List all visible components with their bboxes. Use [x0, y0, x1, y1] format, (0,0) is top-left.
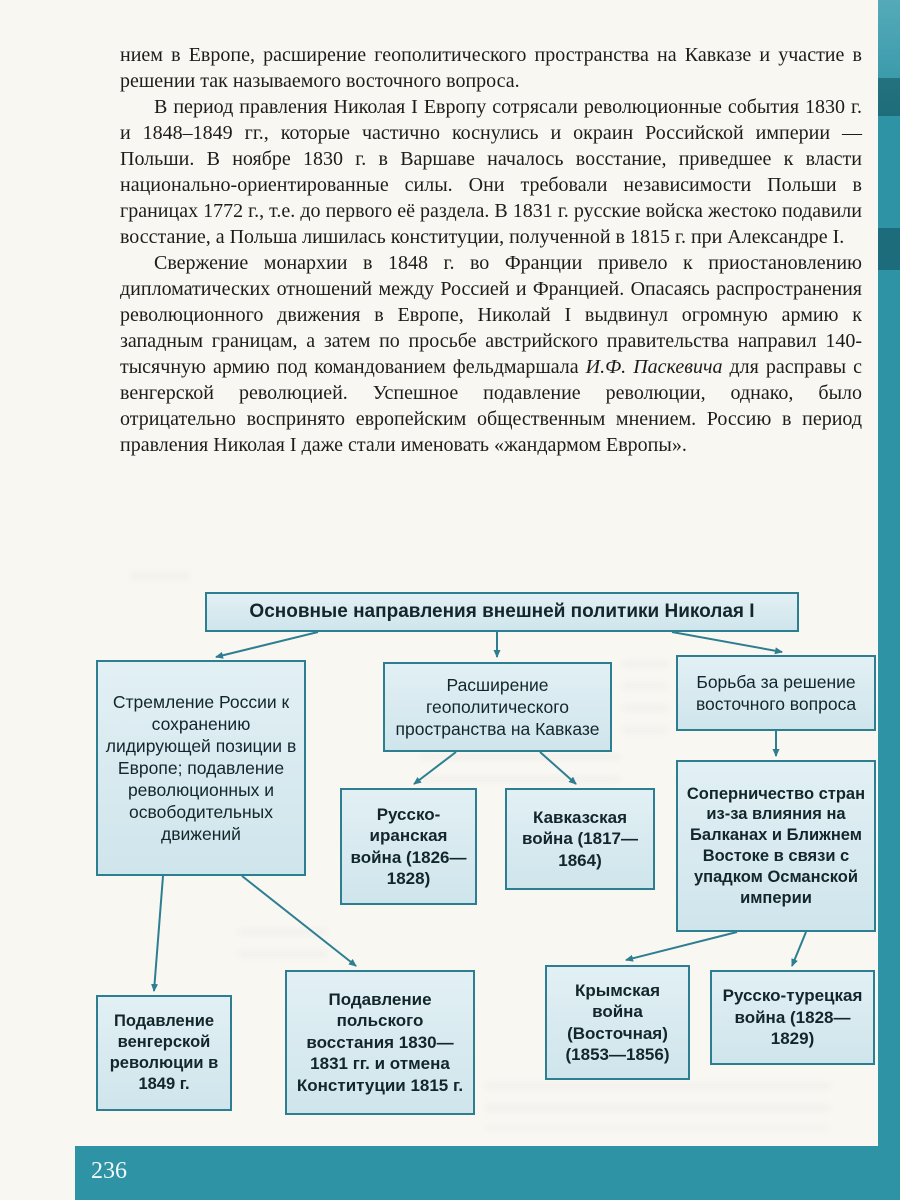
page-edge-strip — [878, 0, 900, 1200]
paragraph-text: Свержение монархии в 1848 г. во Франции привело к приостановлению дипломатических отношений между Россией и Францией. Опасаясь распространения революционного движения в Европе, Николай I выдвинул огромную армию к западным границам, а затем по просьбе австрийского правительства направил 140-тысячную армию под командованием фельдмаршала — [120, 252, 862, 378]
diagram-title: Основные направления внешней политики Николая I — [205, 592, 799, 632]
page-edge-mark — [878, 78, 900, 116]
paragraph-france-1848 — [120, 250, 862, 458]
node-hungarian-revolution: Подавление венгерской революции в 1849 г. — [96, 995, 232, 1111]
paragraph-continuation: нием в Европе, расширение геополитического пространства на Кавказе и участие в решении так называемого восточного вопроса. — [120, 44, 862, 92]
node-europe-leadership: Стремление России к сохранению лидирующей позиции в Европе; подавление революционных и освободительных движений — [96, 660, 306, 876]
node-russo-iranian-war: Русско-иранская война (1826—1828) — [340, 788, 477, 905]
person-name-italic: И.Ф. Паскевича — [585, 356, 723, 378]
paragraph-text: для расправы с венгерской революцией. Успешное подавление революции, однако, было отрицательно воспринято европейским общественным мнением. Россию в период правления Николая I даже стали именовать «жандармом Европы». — [120, 356, 862, 456]
node-eastern-question: Борьба за решение восточного вопроса — [676, 655, 876, 731]
node-russo-turkish-war: Русско-турецкая война (1828—1829) — [710, 970, 875, 1065]
paragraph-polish-uprising: В период правления Николая I Европу сотрясали революционные события 1830 г. и 1848–1849 гг., которые частично коснулись и окраин Российской империи — Польши. В ноябре 1830 г. в Варшаве началось восстание, приведшее к власти национально-ориентированные силы. Они требовали независимости Польши в границах 1772 г., т.е. до первого её раздела. В 1831 г. русские войска жестоко подавили восстание, а Польша лишилась конституции, полученной в 1815 г. при Александре I. — [120, 96, 862, 248]
node-polish-uprising: Подавление польского восстания 1830—1831 гг. и отмена Конституции 1815 г. — [285, 970, 475, 1115]
node-caucasian-war: Кавказская война (1817—1864) — [505, 788, 655, 890]
page-footer-strip — [75, 1146, 900, 1200]
page-edge-mark — [878, 228, 900, 270]
node-caucasus-expansion: Расширение геополитического пространства на Кавказе — [383, 662, 612, 752]
page-number: 236 — [91, 1158, 127, 1184]
node-balkan-rivalry: Соперничество стран из-за влияния на Балканах и Ближнем Востоке в связи с упадком Османской империи — [676, 760, 876, 932]
node-crimean-war: Крымская война (Восточная) (1853—1856) — [545, 965, 690, 1080]
body-text — [120, 42, 862, 458]
foreign-policy-diagram — [0, 580, 900, 1146]
